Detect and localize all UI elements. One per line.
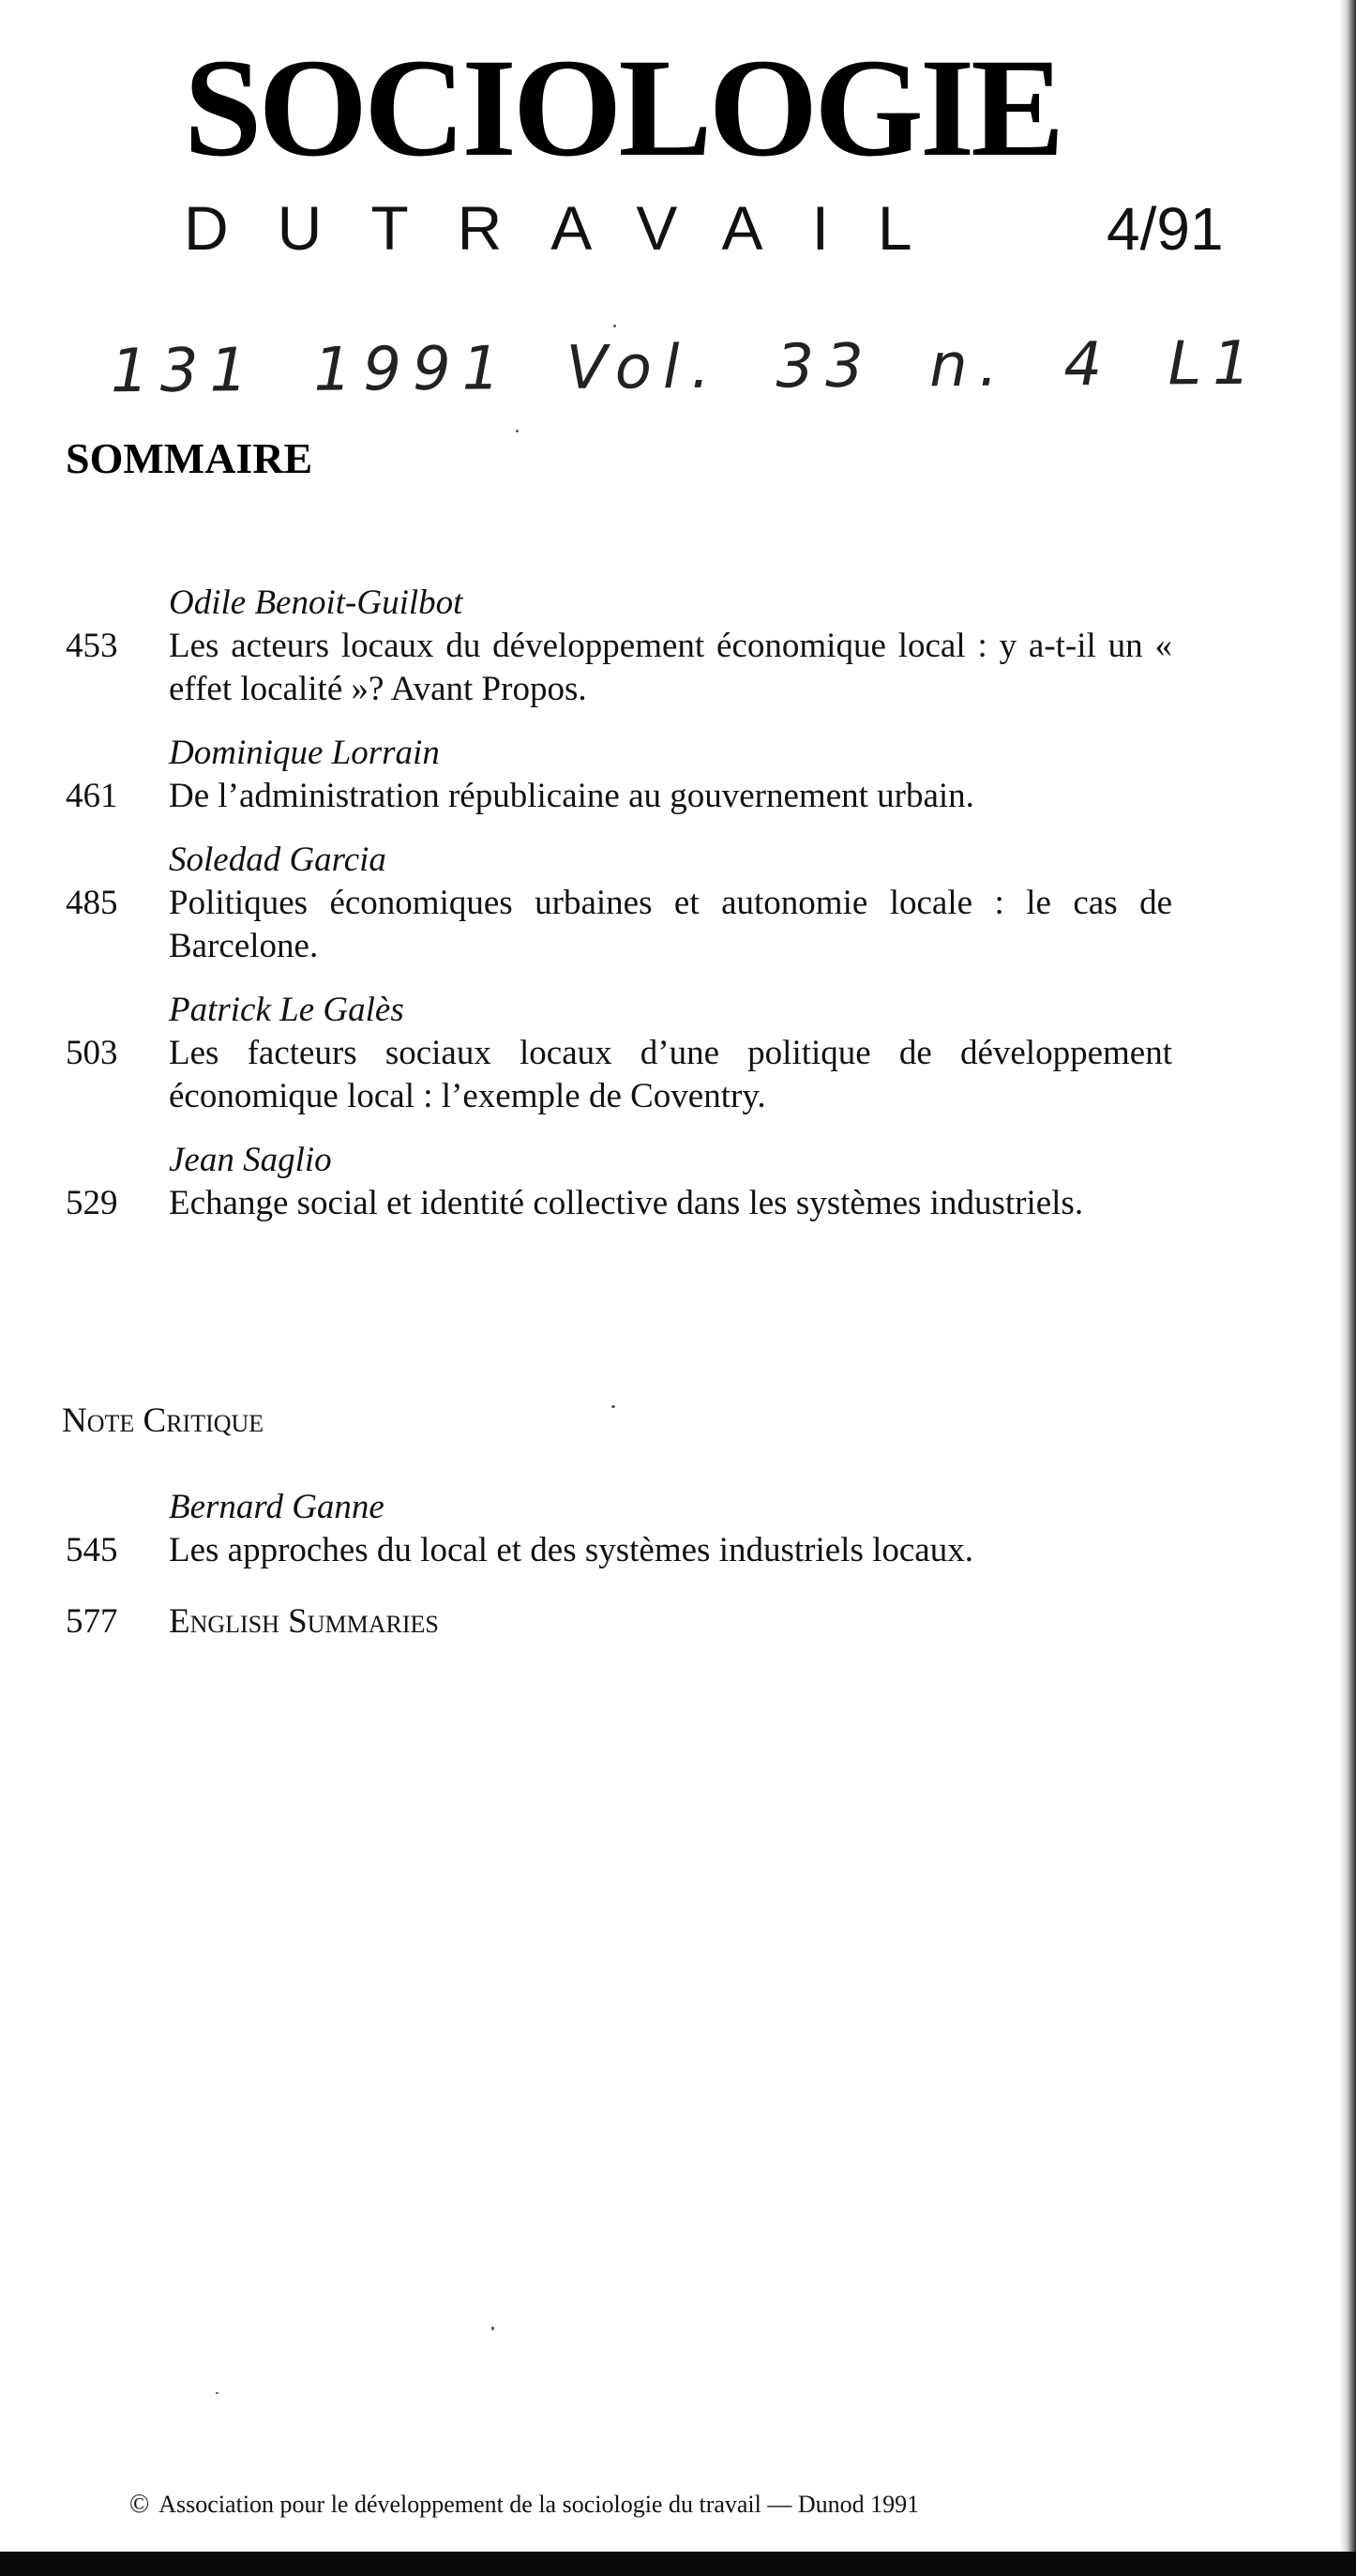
entry-title: Les approches du local et des systèmes industriels locaux.	[169, 1531, 973, 1569]
entry-row	[66, 775, 1172, 818]
journal-subtitle: DUTRAVAIL	[184, 193, 961, 263]
entry-author: Jean Saglio	[169, 1141, 332, 1179]
entry-author: Dominique Lorrain	[169, 734, 440, 772]
table-of-contents	[66, 582, 1172, 1225]
scan-speck	[491, 2326, 494, 2330]
entry-title: De l’administration républicaine au gouvernement urbain.	[169, 777, 974, 815]
entry-author: Bernard Ganne	[169, 1488, 384, 1526]
scan-speck	[516, 430, 519, 432]
entry-row	[66, 1182, 1172, 1225]
entry-page-number: 545	[66, 1531, 118, 1569]
toc-entry	[66, 732, 1172, 818]
note-critique-heading: Note Critique	[62, 1402, 264, 1440]
toc-entry	[66, 1139, 1172, 1225]
entry-title: Les facteurs sociaux locaux d’une politique de développement économique local : l’exemple de Coventry.	[169, 1034, 1172, 1115]
note-critique-section	[66, 1486, 1172, 1644]
scan-speck	[613, 325, 616, 327]
entry-author: Odile Benoit-Guilbot	[169, 583, 463, 622]
scan-edge	[1339, 0, 1356, 2576]
entry-row	[66, 882, 1172, 968]
section-heading: SOMMAIRE	[66, 434, 313, 482]
entry-page-number: 529	[66, 1184, 118, 1222]
english-summaries-row	[66, 1600, 1172, 1644]
journal-title: SOCIOLOGIE	[184, 30, 1062, 186]
entry-row	[66, 1529, 1172, 1572]
entry-row	[66, 1032, 1172, 1118]
scan-speck	[611, 1405, 615, 1408]
entry-row	[66, 625, 1172, 711]
entry-page-number: 485	[66, 884, 118, 922]
toc-entry	[66, 582, 1172, 711]
handwritten-shelfmark: 131 1991 Vol. 33 n. 4 L1	[110, 328, 1263, 407]
entry-page-number: 453	[66, 627, 118, 665]
toc-entry	[66, 989, 1172, 1118]
entry-title: Les acteurs locaux du développement économique local : y a-t-il un « effet localité »? Avant Propos.	[169, 627, 1172, 708]
entry-page-number: 577	[66, 1602, 118, 1641]
copyright-icon: ©	[129, 2490, 150, 2519]
issue-number: 4/91	[1107, 195, 1224, 263]
entry-title: Echange social et identité collective dans les systèmes industriels.	[169, 1184, 1084, 1222]
footer-text: Association pour le développement de la sociologie du travail — Dunod 1991	[158, 2491, 920, 2518]
toc-entry	[66, 1486, 1172, 1572]
entry-author: Soledad Garcia	[169, 841, 386, 879]
entry-page-number: 461	[66, 777, 118, 815]
copyright-footer	[129, 2492, 919, 2518]
scan-bottom-bar	[0, 2552, 1356, 2576]
entry-title: Politiques économiques urbaines et autonomie locale : le cas de Barcelone.	[169, 884, 1172, 965]
entry-page-number: 503	[66, 1034, 118, 1072]
scan-speck	[216, 2392, 218, 2394]
toc-entry	[66, 839, 1172, 968]
english-summaries-label: English Summaries	[169, 1602, 439, 1641]
entry-author: Patrick Le Galès	[169, 991, 404, 1029]
